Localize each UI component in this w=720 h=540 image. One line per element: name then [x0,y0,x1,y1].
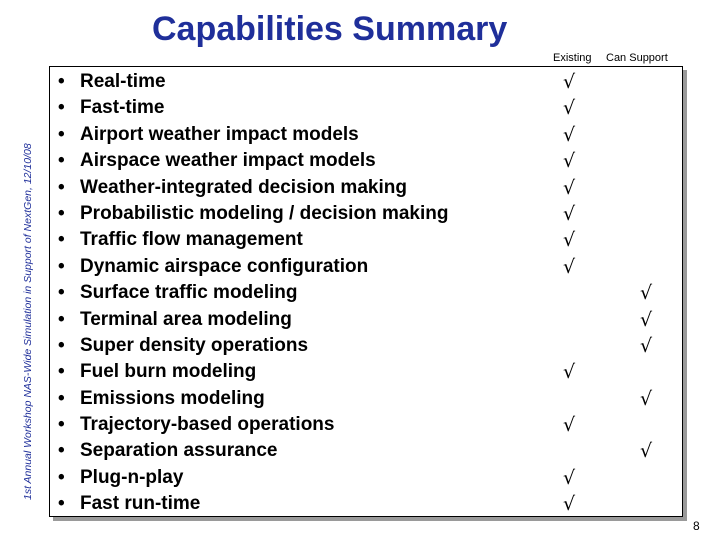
existing-check-icon: √ [563,255,576,278]
existing-check-icon: √ [563,493,576,516]
capability-row [58,96,688,122]
capability-label: Fast-time [80,97,165,119]
existing-check-icon: √ [563,176,576,199]
bullet-icon: • [58,71,65,92]
bullet-icon: • [58,493,65,515]
capability-row [58,149,688,175]
capability-row [58,70,688,96]
capability-label: Airport weather impact models [80,123,359,145]
bullet-icon: • [58,202,65,224]
capability-label: Airspace weather impact models [80,150,376,172]
bullet-icon: • [58,308,65,330]
bullet-icon: • [58,229,65,251]
capability-row [58,439,688,465]
bullet-icon: • [58,123,65,145]
capability-label: Surface traffic modeling [80,282,298,304]
bullet-icon: • [58,150,65,172]
bullet-icon: • [58,440,65,462]
existing-check-icon: √ [563,414,576,437]
bullet-icon: • [58,466,65,488]
existing-check-icon: √ [563,202,576,225]
can-support-check-icon: √ [640,387,653,410]
existing-check-icon: √ [563,71,576,93]
capability-row [58,387,688,413]
capability-label: Fuel burn modeling [80,361,257,383]
bullet-icon: • [58,361,65,383]
capability-row [58,492,688,518]
bullet-icon: • [58,387,65,409]
capabilities-list [58,70,688,519]
can-support-check-icon: √ [640,440,653,463]
capability-row [58,281,688,307]
capability-label: Terminal area modeling [80,308,292,330]
capability-row [58,334,688,360]
page-number: 8 [693,519,700,533]
capability-row [58,176,688,202]
capability-label: Trajectory-based operations [80,414,335,436]
capability-row [58,228,688,254]
existing-check-icon: √ [563,150,576,173]
capability-label: Traffic flow management [80,229,303,251]
capability-label: Probabilistic modeling / decision making [80,202,449,224]
capability-label: Real-time [80,71,166,92]
column-header-existing: Existing [553,52,592,64]
workshop-side-label: 1st Annual Workshop NAS-Wide Simulation in Support of NextGen, 12/10/08 [22,143,34,500]
bullet-icon: • [58,176,65,198]
bullet-icon: • [58,255,65,277]
bullet-icon: • [58,414,65,436]
can-support-check-icon: √ [640,334,653,357]
slide-title: Capabilities Summary [152,10,508,48]
capability-label: Super density operations [80,334,309,356]
can-support-check-icon: √ [640,282,653,305]
column-header-can-support: Can Support [606,52,668,64]
capability-row [58,255,688,281]
capability-label: Fast run-time [80,493,201,515]
bullet-icon: • [58,282,65,304]
existing-check-icon: √ [563,97,576,120]
capability-label: Weather-integrated decision making [80,176,407,198]
capability-row [58,413,688,439]
capability-label: Plug-n-play [80,466,184,488]
existing-check-icon: √ [563,361,576,384]
existing-check-icon: √ [563,123,576,146]
bullet-icon: • [58,97,65,119]
capability-row [58,308,688,334]
can-support-check-icon: √ [640,308,653,331]
capability-row [58,466,688,492]
existing-check-icon: √ [563,229,576,252]
capability-row [58,202,688,228]
capability-row [58,360,688,386]
capability-label: Separation assurance [80,440,278,462]
capability-label: Emissions modeling [80,387,265,409]
bullet-icon: • [58,334,65,356]
capability-label: Dynamic airspace configuration [80,255,369,277]
existing-check-icon: √ [563,466,576,489]
capability-row [58,123,688,149]
